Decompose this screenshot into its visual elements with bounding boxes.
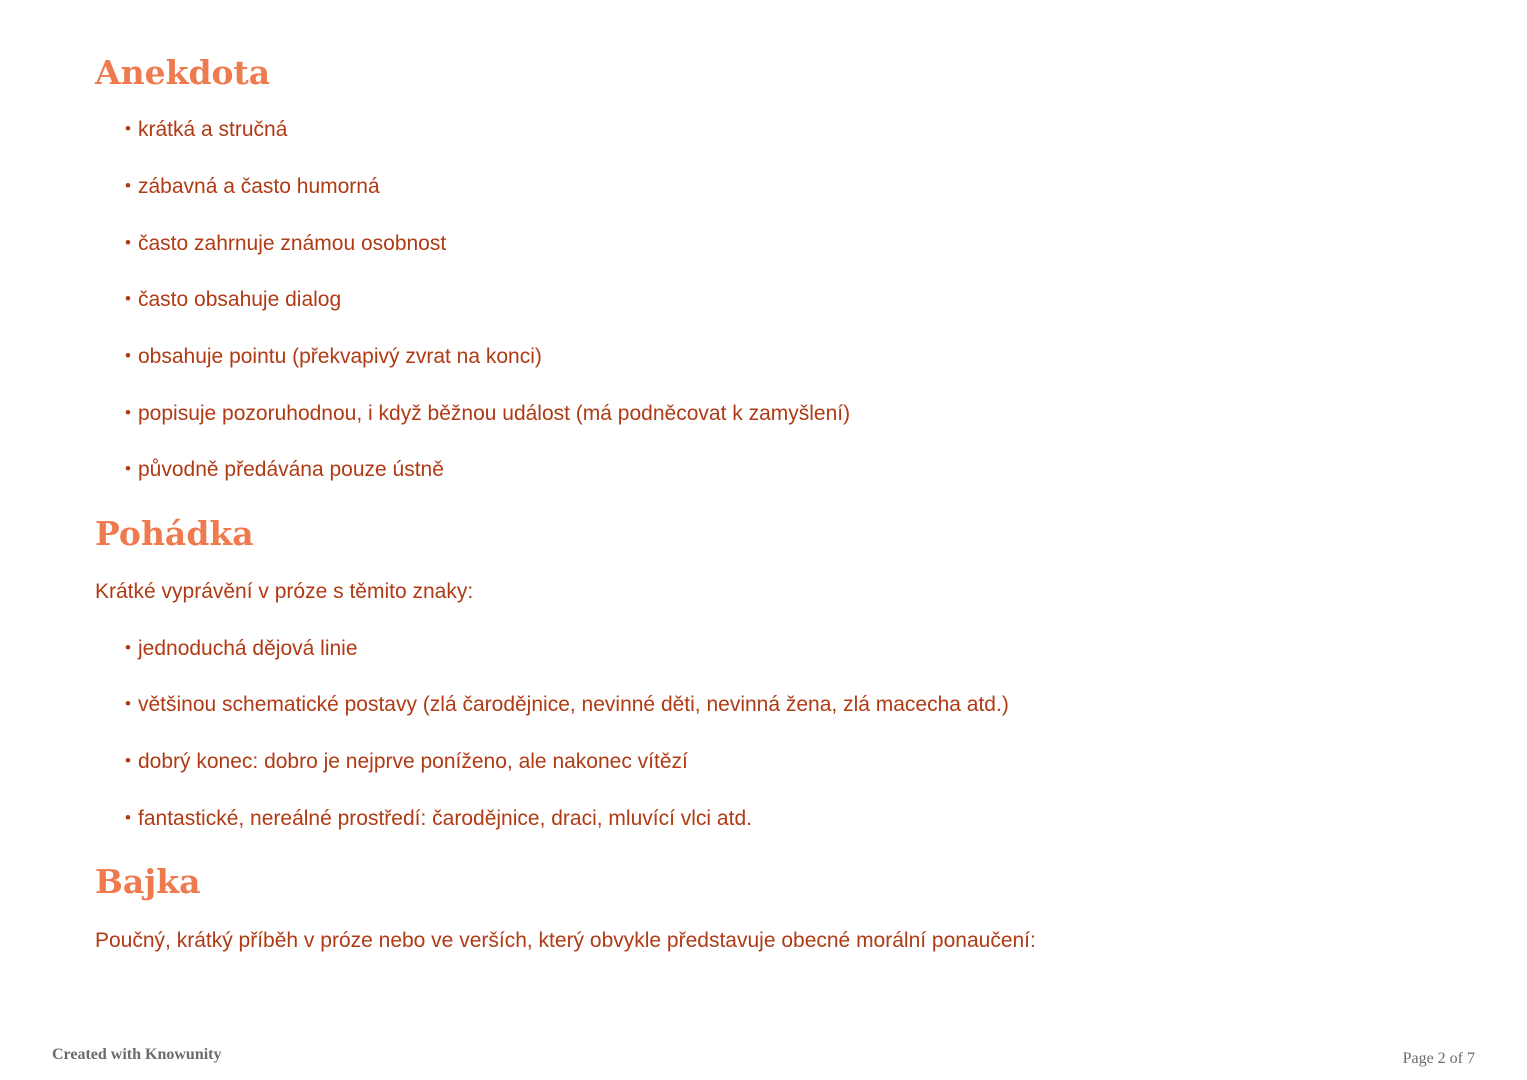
- list-item: [125, 751, 688, 772]
- list-item: [125, 638, 358, 659]
- section-intro-bajka: Poučný, krátký příběh v próze nebo ve verších, který obvykle představuje obecné morální ponaučení:: [95, 929, 1036, 952]
- list-item: [125, 403, 850, 424]
- section-title-bajka: Bajka: [95, 862, 201, 901]
- section-title-pohadka: Pohádka: [95, 514, 254, 553]
- footer-credit: Created with Knowunity: [52, 1046, 222, 1063]
- list-item: [125, 346, 542, 367]
- list-item-text: většinou schematické postavy (zlá čarodějnice, nevinné děti, nevinná žena, zlá macecha atd.): [138, 693, 1009, 716]
- bullet-icon: •: [125, 638, 131, 657]
- list-item-text: obsahuje pointu (překvapivý zvrat na konci): [138, 345, 542, 368]
- bullet-icon: •: [125, 119, 131, 138]
- list-item-text: zábavná a často humorná: [138, 175, 380, 198]
- list-item: [125, 119, 287, 140]
- list-item-text: dobrý konec: dobro je nejprve poníženo, ale nakonec vítězí: [138, 750, 688, 773]
- list-item: [125, 289, 341, 310]
- bullet-icon: •: [125, 176, 131, 195]
- bullet-icon: •: [125, 808, 131, 827]
- list-item-text: popisuje pozoruhodnou, i když běžnou událost (má podněcovat k zamyšlení): [138, 402, 851, 425]
- list-item: [125, 694, 1009, 715]
- bullet-icon: •: [125, 459, 131, 478]
- list-item-text: fantastické, nereálné prostředí: čarodějnice, draci, mluvící vlci atd.: [138, 807, 752, 830]
- bullet-icon: •: [125, 403, 131, 422]
- list-item: [125, 808, 752, 829]
- bullet-icon: •: [125, 233, 131, 252]
- bullet-icon: •: [125, 694, 131, 713]
- bullet-icon: •: [125, 751, 131, 770]
- list-item: [125, 459, 444, 480]
- list-item: [125, 233, 446, 254]
- list-item-text: původně předávána pouze ústně: [138, 458, 444, 481]
- list-item-text: krátká a stručná: [138, 118, 288, 141]
- section-intro-pohadka: Krátké vyprávění v próze s těmito znaky:: [95, 580, 474, 603]
- bullet-icon: •: [125, 346, 131, 365]
- bullet-icon: •: [125, 289, 131, 308]
- list-item-text: jednoduchá dějová linie: [138, 637, 358, 660]
- list-item-text: často obsahuje dialog: [138, 288, 342, 311]
- list-item: [125, 176, 380, 197]
- page-number: Page 2 of 7: [1402, 1050, 1475, 1067]
- list-item-text: často zahrnuje známou osobnost: [138, 232, 447, 255]
- section-title-anekdota: Anekdota: [95, 53, 271, 92]
